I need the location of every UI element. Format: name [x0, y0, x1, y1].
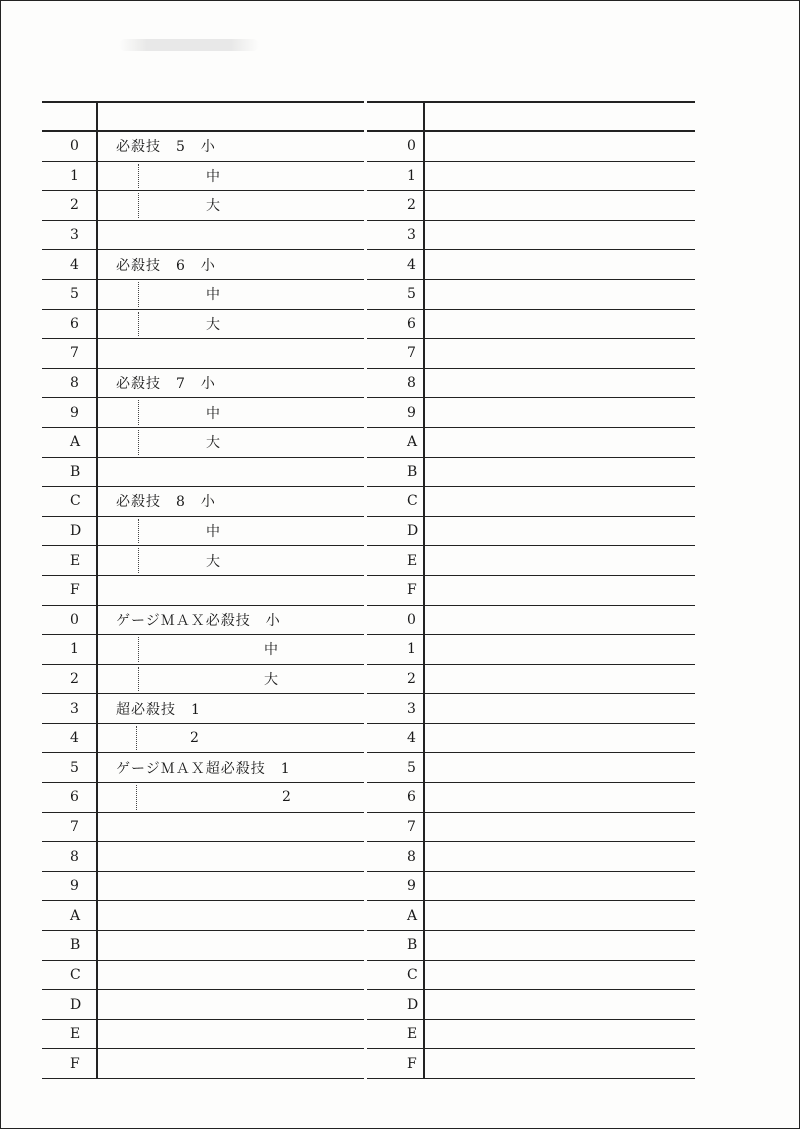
right-table-row — [367, 872, 695, 902]
right-row-index: B — [367, 458, 425, 487]
right-row-cell — [425, 546, 695, 575]
row-label: 中 — [264, 642, 279, 659]
left-table-row — [42, 783, 364, 813]
right-table-row — [367, 428, 695, 458]
left-table-row — [42, 398, 364, 428]
left-table-row — [42, 813, 364, 843]
row-label: 2 — [190, 730, 200, 747]
right-row-cell — [425, 990, 695, 1019]
right-row-cell — [425, 132, 695, 161]
right-row-index: D — [367, 990, 425, 1019]
right-table-row — [367, 694, 695, 724]
right-row-cell — [425, 310, 695, 339]
left-row-cell — [98, 250, 364, 279]
left-table-body — [42, 132, 364, 1079]
right-row-index: 4 — [367, 724, 425, 753]
left-table-row — [42, 250, 364, 280]
right-table-row — [367, 458, 695, 488]
right-table-row — [367, 132, 695, 162]
right-row-index: 2 — [367, 665, 425, 694]
left-row-index: D — [42, 990, 98, 1019]
left-table-row — [42, 369, 364, 399]
left-row-cell — [98, 694, 364, 723]
left-table-row — [42, 339, 364, 369]
left-row-index: 0 — [42, 606, 98, 635]
left-row-cell — [98, 842, 364, 871]
left-row-index: 3 — [42, 221, 98, 250]
right-table-row — [367, 162, 695, 192]
left-row-index: 1 — [42, 635, 98, 664]
row-label: 大 — [206, 435, 221, 452]
right-row-cell — [425, 635, 695, 664]
row-label: 大 — [206, 316, 221, 333]
ditto-dotted-line — [136, 785, 137, 810]
left-row-index: E — [42, 1020, 98, 1049]
right-table-row — [367, 990, 695, 1020]
left-row-cell — [98, 1020, 364, 1049]
left-row-index: 5 — [42, 280, 98, 309]
right-table-row — [367, 487, 695, 517]
right-row-index: E — [367, 546, 425, 575]
left-row-cell — [98, 665, 364, 694]
right-row-index: D — [367, 517, 425, 546]
left-row-cell — [98, 901, 364, 930]
right-header-label-cell — [425, 103, 695, 130]
right-row-index: F — [367, 1049, 425, 1078]
right-table-row — [367, 517, 695, 547]
right-row-index: 4 — [367, 250, 425, 279]
left-table-row — [42, 487, 364, 517]
right-row-index: 0 — [367, 132, 425, 161]
left-row-index: B — [42, 931, 98, 960]
right-row-cell — [425, 813, 695, 842]
left-row-cell — [98, 162, 364, 191]
right-table-row — [367, 339, 695, 369]
left-row-index: 7 — [42, 813, 98, 842]
left-table-row — [42, 694, 364, 724]
right-table-row — [367, 665, 695, 695]
right-table-row — [367, 842, 695, 872]
right-row-index: 0 — [367, 606, 425, 635]
right-table-row — [367, 191, 695, 221]
right-row-cell — [425, 694, 695, 723]
right-table-row — [367, 398, 695, 428]
right-row-index: 8 — [367, 369, 425, 398]
right-table-row — [367, 221, 695, 251]
left-table-row — [42, 132, 364, 162]
right-row-cell — [425, 191, 695, 220]
left-row-index: 9 — [42, 398, 98, 427]
left-table-row — [42, 753, 364, 783]
right-table-row — [367, 1020, 695, 1050]
left-row-cell — [98, 458, 364, 487]
right-row-index: A — [367, 428, 425, 457]
right-row-index: 7 — [367, 339, 425, 368]
ditto-dotted-line — [136, 726, 137, 751]
right-row-index: 1 — [367, 162, 425, 191]
row-label: 2 — [282, 789, 292, 806]
left-row-index: C — [42, 961, 98, 990]
row-label: ゲージＭＡＸ必殺技 小 — [116, 612, 281, 629]
left-row-index: 5 — [42, 753, 98, 782]
left-table-row — [42, 872, 364, 902]
left-row-cell — [98, 783, 364, 812]
left-row-cell — [98, 813, 364, 842]
left-table-row — [42, 724, 364, 754]
right-table-row — [367, 576, 695, 606]
right-row-cell — [425, 162, 695, 191]
left-row-cell — [98, 546, 364, 575]
left-table-row — [42, 517, 364, 547]
right-table-body — [367, 132, 695, 1079]
left-row-cell — [98, 487, 364, 516]
right-table-row — [367, 280, 695, 310]
left-row-cell — [98, 310, 364, 339]
left-table-row — [42, 310, 364, 340]
right-row-cell — [425, 576, 695, 605]
right-row-cell — [425, 221, 695, 250]
left-row-index: 6 — [42, 783, 98, 812]
right-row-cell — [425, 458, 695, 487]
left-row-cell — [98, 517, 364, 546]
right-row-cell — [425, 901, 695, 930]
left-row-index: 2 — [42, 191, 98, 220]
left-row-index: 1 — [42, 162, 98, 191]
right-row-cell — [425, 398, 695, 427]
ditto-dotted-line — [138, 667, 139, 692]
right-row-index: 3 — [367, 221, 425, 250]
left-table-row — [42, 990, 364, 1020]
ditto-dotted-line — [138, 637, 139, 662]
right-row-cell — [425, 724, 695, 753]
right-table-header — [367, 101, 695, 132]
right-row-index: A — [367, 901, 425, 930]
left-header-label-cell — [98, 103, 364, 130]
left-table — [42, 101, 364, 1079]
right-row-cell — [425, 606, 695, 635]
right-row-index: 5 — [367, 753, 425, 782]
left-table-row — [42, 191, 364, 221]
left-table-row — [42, 931, 364, 961]
left-row-index: 7 — [42, 339, 98, 368]
right-row-index: 3 — [367, 694, 425, 723]
left-table-row — [42, 221, 364, 251]
right-row-cell — [425, 1049, 695, 1078]
row-label: 大 — [206, 198, 221, 215]
left-row-index: D — [42, 517, 98, 546]
right-row-cell — [425, 280, 695, 309]
left-row-index: 4 — [42, 250, 98, 279]
faded-header-smudge — [119, 39, 259, 51]
right-row-index: F — [367, 576, 425, 605]
right-row-index: C — [367, 961, 425, 990]
left-table-row — [42, 606, 364, 636]
left-row-cell — [98, 990, 364, 1019]
right-row-cell — [425, 783, 695, 812]
left-row-cell — [98, 724, 364, 753]
left-row-index: 8 — [42, 369, 98, 398]
left-row-index: F — [42, 1049, 98, 1078]
right-row-cell — [425, 487, 695, 516]
row-label: 必殺技 8 小 — [116, 494, 216, 511]
left-table-row — [42, 1049, 364, 1079]
right-table-row — [367, 753, 695, 783]
ditto-dotted-line — [138, 548, 139, 573]
left-table-row — [42, 842, 364, 872]
right-row-index: 2 — [367, 191, 425, 220]
right-row-cell — [425, 872, 695, 901]
left-row-index: 2 — [42, 665, 98, 694]
right-row-cell — [425, 428, 695, 457]
left-table-row — [42, 576, 364, 606]
right-row-index: 9 — [367, 398, 425, 427]
ditto-dotted-line — [138, 282, 139, 307]
right-table-row — [367, 931, 695, 961]
left-row-index: 6 — [42, 310, 98, 339]
right-table-row — [367, 1049, 695, 1079]
left-row-cell — [98, 398, 364, 427]
left-row-cell — [98, 221, 364, 250]
left-row-index: 0 — [42, 132, 98, 161]
right-row-index: 6 — [367, 783, 425, 812]
right-table-row — [367, 369, 695, 399]
right-row-cell — [425, 369, 695, 398]
left-row-cell — [98, 606, 364, 635]
right-table-row — [367, 250, 695, 280]
left-row-index: F — [42, 576, 98, 605]
left-row-index: E — [42, 546, 98, 575]
right-row-cell — [425, 842, 695, 871]
right-table — [367, 101, 695, 1079]
row-label: 中 — [206, 168, 221, 185]
left-table-row — [42, 961, 364, 991]
left-row-index: 3 — [42, 694, 98, 723]
left-table-row — [42, 901, 364, 931]
row-label: 必殺技 6 小 — [116, 257, 216, 274]
left-row-cell — [98, 576, 364, 605]
left-table-row — [42, 280, 364, 310]
left-row-index: C — [42, 487, 98, 516]
ditto-dotted-line — [138, 400, 139, 425]
left-row-cell — [98, 872, 364, 901]
right-row-index: E — [367, 1020, 425, 1049]
left-table-header — [42, 101, 364, 132]
ditto-dotted-line — [138, 430, 139, 455]
right-row-cell — [425, 339, 695, 368]
row-label: 大 — [206, 553, 221, 570]
left-row-cell — [98, 280, 364, 309]
ditto-dotted-line — [138, 312, 139, 337]
ditto-dotted-line — [138, 164, 139, 189]
left-row-cell — [98, 931, 364, 960]
right-table-row — [367, 606, 695, 636]
right-table-row — [367, 546, 695, 576]
right-table-row — [367, 961, 695, 991]
row-label: 中 — [206, 405, 221, 422]
ditto-dotted-line — [138, 519, 139, 544]
ditto-dotted-line — [138, 193, 139, 218]
left-row-index: 9 — [42, 872, 98, 901]
left-row-index: 4 — [42, 724, 98, 753]
left-row-cell — [98, 753, 364, 782]
right-table-row — [367, 635, 695, 665]
left-table-row — [42, 635, 364, 665]
row-label: 必殺技 7 小 — [116, 376, 216, 393]
right-row-index: B — [367, 931, 425, 960]
left-row-cell — [98, 635, 364, 664]
left-row-cell — [98, 369, 364, 398]
right-row-index: C — [367, 487, 425, 516]
right-row-index: 5 — [367, 280, 425, 309]
left-row-index: A — [42, 428, 98, 457]
left-row-cell — [98, 132, 364, 161]
left-table-row — [42, 458, 364, 488]
right-header-index-cell — [367, 103, 425, 130]
row-label: 必殺技 5 小 — [116, 139, 216, 156]
left-table-row — [42, 428, 364, 458]
right-row-cell — [425, 665, 695, 694]
left-row-cell — [98, 1049, 364, 1078]
right-row-index: 9 — [367, 872, 425, 901]
left-row-cell — [98, 428, 364, 457]
left-table-row — [42, 162, 364, 192]
left-header-index-cell — [42, 103, 98, 130]
right-row-cell — [425, 931, 695, 960]
row-label: 超必殺技 1 — [116, 701, 201, 718]
right-row-cell — [425, 753, 695, 782]
right-table-row — [367, 724, 695, 754]
row-label: 大 — [264, 671, 279, 688]
left-row-index: B — [42, 458, 98, 487]
left-table-row — [42, 665, 364, 695]
row-label: ゲージＭＡＸ超必殺技 1 — [116, 760, 291, 777]
right-row-cell — [425, 250, 695, 279]
left-row-cell — [98, 961, 364, 990]
right-row-cell — [425, 517, 695, 546]
right-row-index: 1 — [367, 635, 425, 664]
row-label: 中 — [206, 524, 221, 541]
right-table-row — [367, 310, 695, 340]
right-row-index: 8 — [367, 842, 425, 871]
left-table-row — [42, 1020, 364, 1050]
right-row-index: 6 — [367, 310, 425, 339]
left-row-cell — [98, 191, 364, 220]
right-row-cell — [425, 1020, 695, 1049]
right-table-row — [367, 783, 695, 813]
left-table-row — [42, 546, 364, 576]
left-row-index: 8 — [42, 842, 98, 871]
row-label: 中 — [206, 287, 221, 304]
right-row-cell — [425, 961, 695, 990]
right-table-row — [367, 901, 695, 931]
left-row-cell — [98, 339, 364, 368]
right-table-row — [367, 813, 695, 843]
left-row-index: A — [42, 901, 98, 930]
right-row-index: 7 — [367, 813, 425, 842]
